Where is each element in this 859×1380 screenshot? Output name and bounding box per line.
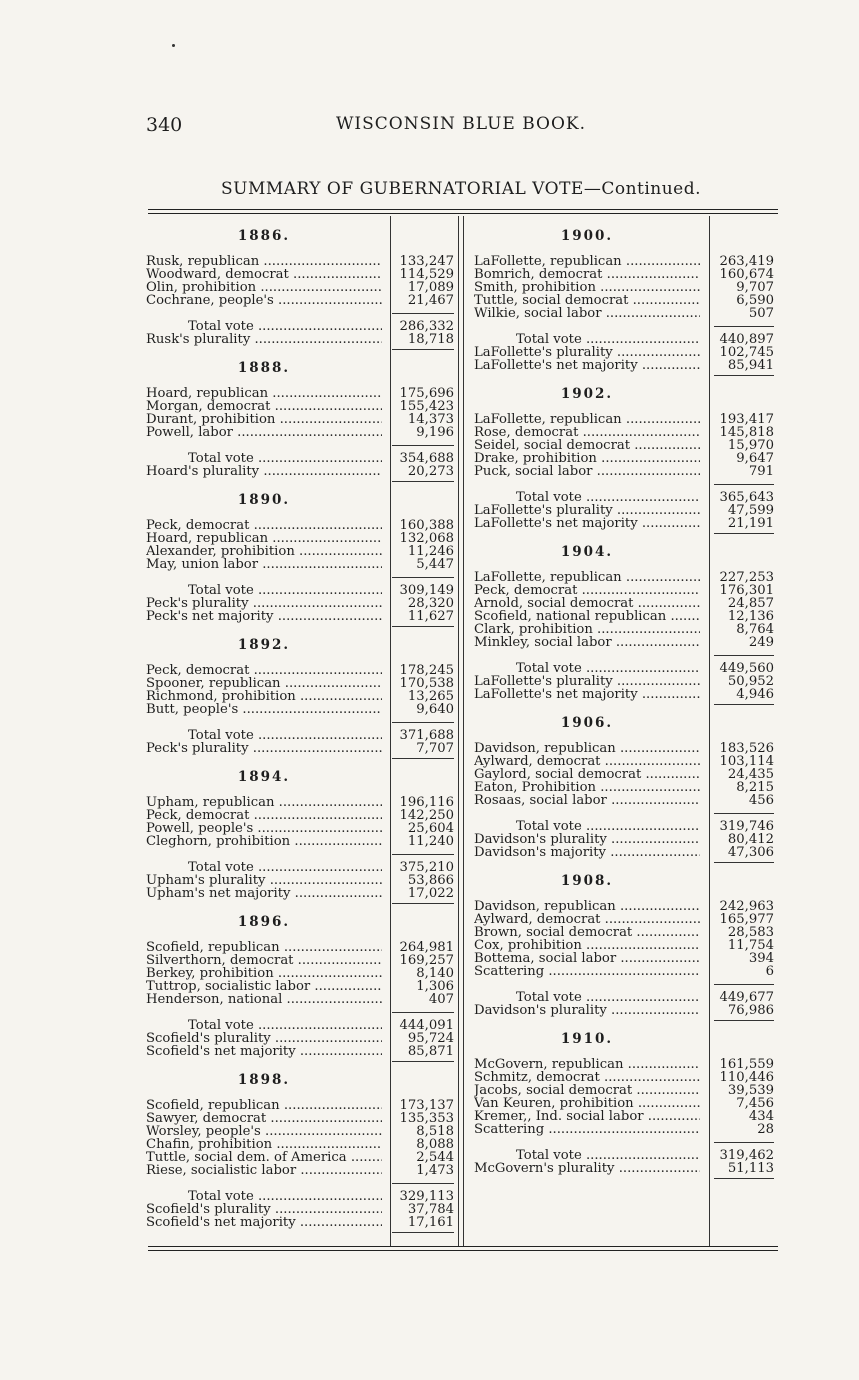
vote-row [146, 1151, 454, 1164]
year-heading: 1890. [237, 492, 291, 508]
vote-count: 178,245 [399, 663, 454, 678]
candidate-label: Woodward, democrat ..... [146, 268, 382, 281]
candidate-label: Total vote ..... [188, 320, 382, 333]
vote-count: 9,707 [736, 280, 774, 295]
vote-count: 11,246 [407, 544, 454, 559]
vote-count: 9,196 [416, 425, 454, 440]
candidate-label: LaFollette's plurality ..... [474, 346, 700, 359]
section-end-rule [146, 478, 454, 484]
vote-row [146, 703, 454, 716]
vote-count: 11,240 [407, 834, 454, 849]
candidate-label: May, union labor ..... [146, 558, 382, 571]
vote-count: 25,604 [407, 821, 454, 836]
vote-count: 165,977 [719, 912, 774, 927]
center-divider [458, 216, 459, 1246]
section-end-rule [474, 372, 774, 378]
vote-count: 440,897 [719, 332, 774, 347]
vote-row [146, 465, 454, 478]
year-heading: 1892. [237, 637, 291, 653]
vote-count: 286,332 [399, 319, 454, 334]
candidate-label: Alexander, prohibition ..... [146, 545, 382, 558]
vote-count: 449,560 [719, 661, 774, 676]
vote-row [474, 439, 774, 452]
year-heading: 1896. [237, 914, 291, 930]
vote-count: 85,941 [727, 358, 774, 373]
vote-row [146, 980, 454, 993]
vote-count: 2,544 [416, 1150, 454, 1165]
candidate-label: Scofield, national republican ..... [474, 610, 700, 623]
section-end-rule [474, 1017, 774, 1023]
vote-count: 76,986 [727, 1003, 774, 1018]
vote-count: 103,114 [719, 754, 774, 769]
vote-count: 17,089 [407, 280, 454, 295]
vote-row [474, 675, 774, 688]
vote-row [146, 294, 454, 307]
vote-row [146, 690, 454, 703]
vote-row [474, 846, 774, 859]
page-number: 340 [146, 114, 183, 136]
vote-count: 133,247 [399, 254, 454, 269]
candidate-label: Brown, social democrat ..... [474, 926, 700, 939]
vote-row [146, 558, 454, 571]
candidate-label: Scattering ..... [474, 1123, 700, 1136]
candidate-label: Peck, democrat ..... [146, 664, 382, 677]
candidate-label: Henderson, national ..... [146, 993, 382, 1006]
vote-row [146, 993, 454, 1006]
vote-count: 196,116 [399, 795, 454, 810]
vote-row [146, 1138, 454, 1151]
candidate-label: Spooner, republican ..... [146, 677, 382, 690]
vote-row [146, 967, 454, 980]
candidate-label: Puck, social labor ..... [474, 465, 700, 478]
vote-count: 53,866 [407, 873, 454, 888]
year-heading: 1900. [560, 228, 614, 244]
section-end-rule [474, 859, 774, 865]
vote-count: 145,818 [719, 425, 774, 440]
vote-count: 249 [748, 635, 774, 650]
candidate-label: Olin, prohibition ..... [146, 281, 382, 294]
vote-count: 449,677 [719, 990, 774, 1005]
candidate-label: Morgan, democrat ..... [146, 400, 382, 413]
candidate-label: Arnold, social democrat ..... [474, 597, 700, 610]
candidate-label: Total vote ..... [188, 452, 382, 465]
vote-row [146, 545, 454, 558]
vote-count: 160,388 [399, 518, 454, 533]
vote-count: 37,784 [407, 1202, 454, 1217]
vote-count: 170,538 [399, 676, 454, 691]
vote-row [474, 1097, 774, 1110]
candidate-label: Cox, prohibition ..... [474, 939, 700, 952]
vote-count: 169,257 [399, 953, 454, 968]
speck-mark [172, 44, 175, 47]
candidate-label: Scofield's plurality ..... [146, 1203, 382, 1216]
vote-count: 114,529 [399, 267, 454, 282]
candidate-label: Rose, democrat ..... [474, 426, 700, 439]
vote-count: 791 [748, 464, 774, 479]
year-heading: 1902. [560, 386, 614, 402]
vote-count: 24,857 [727, 596, 774, 611]
candidate-label: Upham's net majority ..... [146, 887, 382, 900]
candidate-label: Van Keuren, prohibition ..... [474, 1097, 700, 1110]
vote-count: 28,583 [727, 925, 774, 940]
candidate-label: Total vote ..... [516, 991, 700, 1004]
vote-row [474, 688, 774, 701]
vote-count: 329,113 [399, 1189, 454, 1204]
vote-count: 444,091 [399, 1018, 454, 1033]
vote-row [146, 1125, 454, 1138]
vote-count: 173,137 [399, 1098, 454, 1113]
vote-count: 20,273 [407, 464, 454, 479]
vote-count: 95,724 [407, 1031, 454, 1046]
vote-count: 15,970 [727, 438, 774, 453]
candidate-label: LaFollette's net majority ..... [474, 688, 700, 701]
vote-count: 7,707 [416, 741, 454, 756]
candidate-label: Total vote ..... [516, 820, 700, 833]
candidate-label: LaFollette's plurality ..... [474, 675, 700, 688]
candidate-label: Total vote ..... [188, 1190, 382, 1203]
vote-count: 507 [748, 306, 774, 321]
vote-count: 11,627 [407, 609, 454, 624]
candidate-label: Berkey, prohibition ..... [146, 967, 382, 980]
candidate-label: Peck's net majority ..... [146, 610, 382, 623]
vote-count: 175,696 [399, 386, 454, 401]
vote-row [474, 939, 774, 952]
vote-count: 8,764 [736, 622, 774, 637]
vote-count: 242,963 [719, 899, 774, 914]
vote-count: 309,149 [399, 583, 454, 598]
candidate-label: Davidson's majority ..... [474, 846, 700, 859]
left-column [146, 222, 454, 1235]
candidate-label: Davidson, republican ..... [474, 900, 700, 913]
candidate-label: LaFollette's plurality ..... [474, 504, 700, 517]
center-divider-2 [463, 216, 464, 1246]
table-title: SUMMARY OF GUBERNATORIAL VOTE—Continued. [220, 179, 702, 199]
vote-count: 1,473 [416, 1163, 454, 1178]
vote-count: 110,446 [719, 1070, 774, 1085]
candidate-label: Scofield's plurality ..... [146, 1032, 382, 1045]
candidate-label: Davidson, republican ..... [474, 742, 700, 755]
vote-count: 193,417 [719, 412, 774, 427]
page-header [146, 114, 776, 138]
vote-row [146, 887, 454, 900]
vote-count: 176,301 [719, 583, 774, 598]
vote-row [146, 742, 454, 755]
candidate-label: Cleghorn, prohibition ..... [146, 835, 382, 848]
vote-count: 456 [748, 793, 774, 808]
vote-count: 394 [748, 951, 774, 966]
candidate-label: Chafin, prohibition ..... [146, 1138, 382, 1151]
vote-count: 263,419 [719, 254, 774, 269]
year-heading: 1898. [237, 1072, 291, 1088]
vote-count: 8,518 [416, 1124, 454, 1139]
vote-count: 319,462 [719, 1148, 774, 1163]
vote-row [146, 1112, 454, 1125]
candidate-label: Durant, prohibition ..... [146, 413, 382, 426]
candidate-label: Clark, prohibition ..... [474, 623, 700, 636]
year-heading: 1904. [560, 544, 614, 560]
candidate-label: Jacobs, social democrat ..... [474, 1084, 700, 1097]
vote-count: 85,871 [407, 1044, 454, 1059]
vote-count: 371,688 [399, 728, 454, 743]
candidate-label: Hoard's plurality ..... [146, 465, 382, 478]
running-title: WISCONSIN BLUE BOOK. [335, 114, 587, 134]
candidate-label: Scattering ..... [474, 965, 700, 978]
section-end-rule [146, 346, 454, 352]
year-heading: 1908. [560, 873, 614, 889]
top-rule-2 [148, 213, 778, 214]
candidate-label: Davidson's plurality ..... [474, 1004, 700, 1017]
candidate-label: Drake, prohibition ..... [474, 452, 700, 465]
vote-row [474, 1123, 774, 1136]
vote-count: 9,640 [416, 702, 454, 717]
vote-row [474, 610, 774, 623]
section-end-rule [146, 755, 454, 761]
candidate-label: LaFollette's net majority ..... [474, 359, 700, 372]
section-end-rule [146, 623, 454, 629]
candidate-label: Richmond, prohibition ..... [146, 690, 382, 703]
vote-count: 161,559 [719, 1057, 774, 1072]
vote-count: 102,745 [719, 345, 774, 360]
candidate-label: Total vote ..... [188, 861, 382, 874]
candidate-label: Hoard, republican ..... [146, 387, 382, 400]
candidate-label: Seidel, social democrat ..... [474, 439, 700, 452]
vote-count: 51,113 [727, 1161, 774, 1176]
section-end-rule [146, 1058, 454, 1064]
candidate-label: Eaton, Prohibition ..... [474, 781, 700, 794]
section-end-rule [146, 900, 454, 906]
candidate-label: Smith, prohibition ..... [474, 281, 700, 294]
candidate-label: Total vote ..... [188, 584, 382, 597]
candidate-label: Peck, democrat ..... [474, 584, 700, 597]
vote-count: 183,526 [719, 741, 774, 756]
vote-row [474, 281, 774, 294]
candidate-label: LaFollette, republican ..... [474, 571, 700, 584]
vote-row [474, 781, 774, 794]
candidate-label: Peck, democrat ..... [146, 809, 382, 822]
vote-row [146, 426, 454, 439]
vote-count: 434 [748, 1109, 774, 1124]
candidate-label: Peck, democrat ..... [146, 519, 382, 532]
candidate-label: Minkley, social labor ..... [474, 636, 700, 649]
vote-count: 319,746 [719, 819, 774, 834]
vote-count: 4,946 [736, 687, 774, 702]
vote-row [474, 636, 774, 649]
section-end-rule [474, 701, 774, 707]
candidate-label: LaFollette's net majority ..... [474, 517, 700, 530]
candidate-label: Total vote ..... [516, 1149, 700, 1162]
candidate-label: Scofield, republican ..... [146, 1099, 382, 1112]
candidate-label: Peck's plurality ..... [146, 597, 382, 610]
vote-count: 407 [428, 992, 454, 1007]
section-end-rule [146, 1229, 454, 1235]
year-heading: 1906. [560, 715, 614, 731]
candidate-label: McGovern, republican ..... [474, 1058, 700, 1071]
year-heading: 1910. [560, 1031, 614, 1047]
vote-count: 14,373 [407, 412, 454, 427]
vote-count: 1,306 [416, 979, 454, 994]
vote-count: 47,599 [727, 503, 774, 518]
vote-count: 18,718 [407, 332, 454, 347]
candidate-label: Bottema, social labor ..... [474, 952, 700, 965]
vote-count: 8,140 [416, 966, 454, 981]
vote-row [146, 333, 454, 346]
candidate-label: Sawyer, democrat ..... [146, 1112, 382, 1125]
vote-count: 39,539 [727, 1083, 774, 1098]
vote-count: 47,306 [727, 845, 774, 860]
vote-count: 6 [765, 964, 774, 979]
candidate-label: Rusk, republican ..... [146, 255, 382, 268]
candidate-label: Hoard, republican ..... [146, 532, 382, 545]
candidate-label: Butt, people's ..... [146, 703, 382, 716]
candidate-label: Total vote ..... [188, 1019, 382, 1032]
vote-row [474, 965, 774, 978]
candidate-label: Tuttle, social dem. of America ..... [146, 1151, 382, 1164]
candidate-label: Davidson's plurality ..... [474, 833, 700, 846]
bottom-rule [148, 1246, 778, 1247]
vote-count: 17,161 [407, 1215, 454, 1230]
vote-count: 365,643 [719, 490, 774, 505]
vote-count: 17,022 [407, 886, 454, 901]
vote-count: 8,215 [736, 780, 774, 795]
vote-count: 24,435 [727, 767, 774, 782]
vote-row [146, 413, 454, 426]
vote-row [474, 1110, 774, 1123]
vote-count: 227,253 [719, 570, 774, 585]
vote-count: 9,647 [736, 451, 774, 466]
candidate-label: Upham, republican ..... [146, 796, 382, 809]
vote-row [146, 1045, 454, 1058]
vote-row [146, 835, 454, 848]
vote-count: 132,068 [399, 531, 454, 546]
vote-count: 50,952 [727, 674, 774, 689]
vote-count: 354,688 [399, 451, 454, 466]
candidate-label: Worsley, people's ..... [146, 1125, 382, 1138]
vote-count: 7,456 [736, 1096, 774, 1111]
vote-count: 5,447 [416, 557, 454, 572]
section-end-rule [474, 530, 774, 536]
vote-count: 28 [757, 1122, 774, 1137]
vote-row [474, 1004, 774, 1017]
vote-row [474, 294, 774, 307]
vote-row [474, 465, 774, 478]
candidate-label: Tuttle, social democrat ..... [474, 294, 700, 307]
vote-count: 11,754 [727, 938, 774, 953]
candidate-label: Bomrich, democrat ..... [474, 268, 700, 281]
candidate-label: Kremer,, Ind. social labor ..... [474, 1110, 700, 1123]
vote-row [146, 1164, 454, 1177]
vote-count: 135,353 [399, 1111, 454, 1126]
candidate-label: Total vote ..... [516, 491, 700, 504]
candidate-label: Peck's plurality ..... [146, 742, 382, 755]
candidate-label: Powell, labor ..... [146, 426, 382, 439]
vote-count: 8,088 [416, 1137, 454, 1152]
vote-count: 21,467 [407, 293, 454, 308]
vote-row [474, 1162, 774, 1175]
vote-count: 264,981 [399, 940, 454, 955]
candidate-label: Powell, people's ..... [146, 822, 382, 835]
vote-row [474, 359, 774, 372]
candidate-label: Upham's plurality ..... [146, 874, 382, 887]
vote-row [146, 1216, 454, 1229]
candidate-label: McGovern's plurality ..... [474, 1162, 700, 1175]
right-column [474, 222, 774, 1181]
vote-count: 375,210 [399, 860, 454, 875]
candidate-label: Scofield, republican ..... [146, 941, 382, 954]
candidate-label: Total vote ..... [516, 333, 700, 346]
candidate-label: LaFollette, republican ..... [474, 255, 700, 268]
candidate-label: Riese, socialistic labor ..... [146, 1164, 382, 1177]
vote-count: 12,136 [727, 609, 774, 624]
candidate-label: Aylward, democrat ..... [474, 755, 700, 768]
vote-row [474, 623, 774, 636]
vote-row [146, 954, 454, 967]
candidate-label: Cochrane, people's ..... [146, 294, 382, 307]
vote-count: 142,250 [399, 808, 454, 823]
vote-row [146, 610, 454, 623]
vote-row [474, 452, 774, 465]
vote-count: 80,412 [727, 832, 774, 847]
vote-row [474, 307, 774, 320]
candidate-label: Wilkie, social labor ..... [474, 307, 700, 320]
section-end-rule [474, 1175, 774, 1181]
vote-row [474, 268, 774, 281]
vote-count: 155,423 [399, 399, 454, 414]
vote-row [474, 517, 774, 530]
candidate-label: Total vote ..... [516, 662, 700, 675]
candidate-label: Tuttrop, socialistic labor ..... [146, 980, 382, 993]
vote-count: 160,674 [719, 267, 774, 282]
candidate-label: LaFollette, republican ..... [474, 413, 700, 426]
candidate-label: Gaylord, social democrat ..... [474, 768, 700, 781]
candidate-label: Scofield's net majority ..... [146, 1045, 382, 1058]
candidate-label: Schmitz, democrat ..... [474, 1071, 700, 1084]
vote-count: 13,265 [407, 689, 454, 704]
year-heading: 1886. [237, 228, 291, 244]
candidate-label: Rusk's plurality ..... [146, 333, 382, 346]
year-heading: 1894. [237, 769, 291, 785]
vote-row [474, 768, 774, 781]
candidate-label: Scofield's net majority ..... [146, 1216, 382, 1229]
vote-row [474, 1084, 774, 1097]
candidate-label: Silverthorn, democrat ..... [146, 954, 382, 967]
candidate-label: Aylward, democrat ..... [474, 913, 700, 926]
vote-row [146, 729, 454, 742]
bottom-rule-2 [148, 1250, 778, 1251]
vote-row [474, 952, 774, 965]
year-heading: 1888. [237, 360, 291, 376]
top-rule [148, 209, 778, 210]
vote-row [474, 794, 774, 807]
vote-count: 6,590 [736, 293, 774, 308]
vote-count: 28,320 [407, 596, 454, 611]
candidate-label: Total vote ..... [188, 729, 382, 742]
vote-count: 21,191 [727, 516, 774, 531]
candidate-label: Rosaas, social labor ..... [474, 794, 700, 807]
